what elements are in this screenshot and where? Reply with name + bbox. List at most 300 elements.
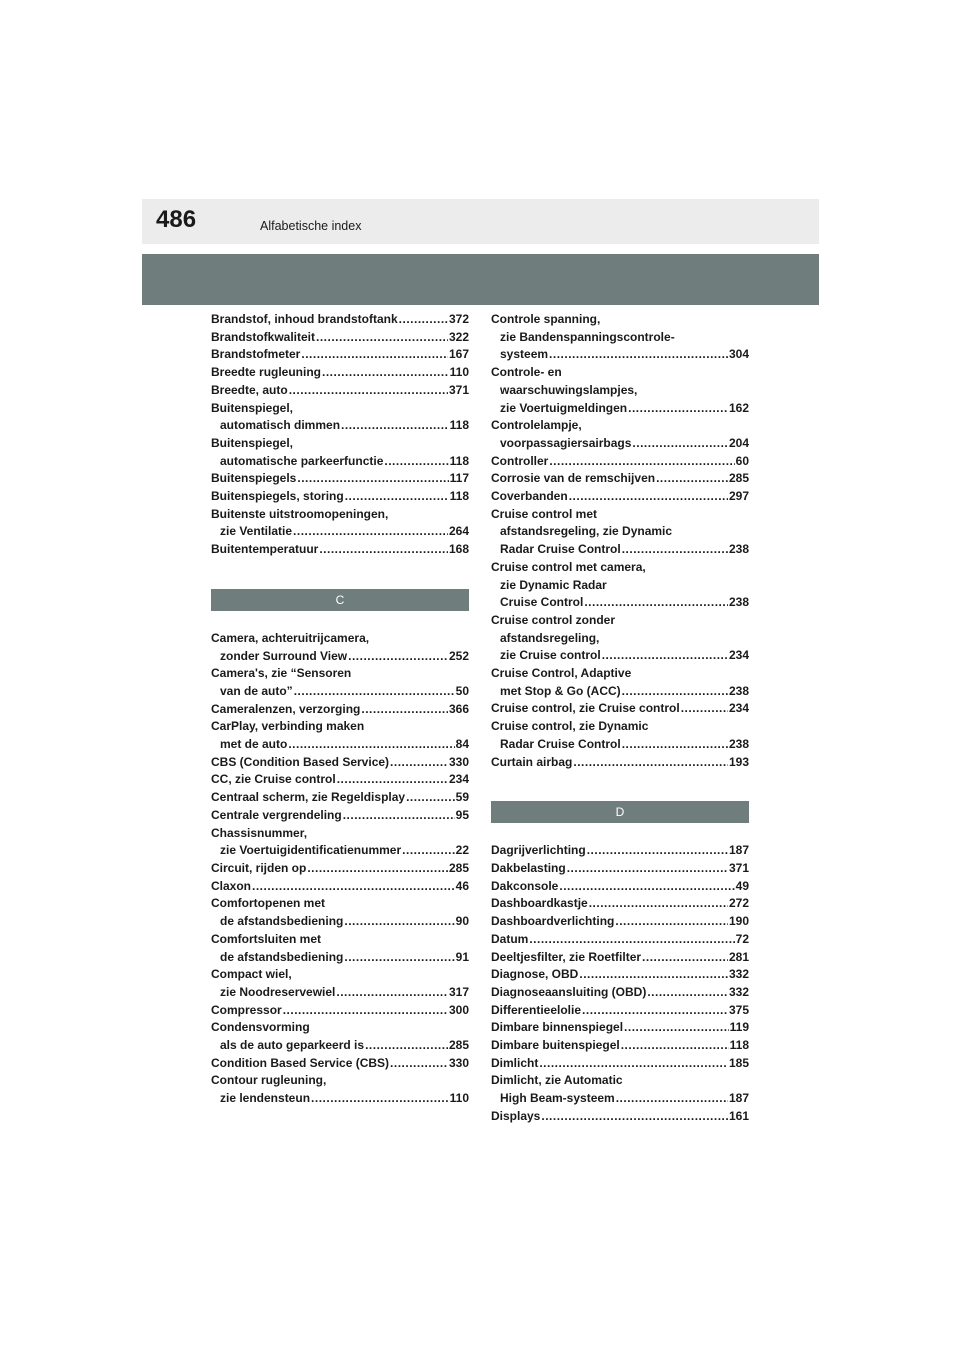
index-entry: [491, 364, 749, 417]
index-entry: [491, 949, 749, 967]
index-term: Brandstofmeter: [211, 347, 301, 362]
index-entry-line: [211, 364, 469, 382]
index-entry: [211, 382, 469, 400]
index-entry: [491, 665, 749, 700]
dot-leader: [283, 1002, 448, 1020]
page-reference: 46: [455, 878, 469, 893]
index-term: Comfortsluiten met: [211, 931, 322, 946]
page-reference: 204: [728, 435, 749, 450]
index-entry-line: [491, 594, 749, 612]
index-entry-line: [491, 630, 749, 648]
page-reference: 119: [729, 1020, 749, 1035]
index-term: Cameralenzen, verzorging: [211, 701, 361, 716]
dot-leader: [252, 878, 455, 896]
index-entry: [491, 718, 749, 753]
index-term: Cruise Control, Adaptive: [491, 666, 632, 681]
index-term: zie Dynamic Radar: [500, 577, 607, 592]
index-entry: [211, 311, 469, 329]
index-entry: [211, 400, 469, 435]
index-entry-line: [211, 630, 469, 648]
dot-leader: [348, 648, 448, 666]
dot-leader: [584, 594, 728, 612]
index-entry: [491, 417, 749, 452]
index-entry: [491, 860, 749, 878]
index-entry: [211, 789, 469, 807]
index-term: voorpassagiersairbags: [500, 435, 632, 450]
dot-leader: [549, 453, 734, 471]
title-band: [142, 254, 819, 305]
index-term: Brandstof, inhoud brandstoftank: [211, 312, 398, 326]
index-entry-line: [211, 931, 469, 949]
index-entry: [211, 860, 469, 878]
index-entry-line: [211, 400, 469, 418]
index-entry-line: [211, 771, 469, 789]
dot-leader: [622, 736, 728, 754]
index-term: Radar Cruise Control: [500, 736, 621, 751]
dot-leader: [529, 931, 734, 949]
index-term: Centrale vergrendeling: [211, 807, 342, 822]
dot-leader: [319, 541, 448, 559]
page-reference: 281: [728, 949, 749, 964]
index-term: Buitentemperatuur: [211, 542, 319, 557]
index-entry-line: [491, 488, 749, 506]
index-entry-line: [491, 470, 749, 488]
index-term: zie Voertuigidentificatienummer: [220, 843, 402, 858]
index-entry-line: [211, 470, 469, 488]
index-term: Displays: [491, 1108, 541, 1123]
page-reference: 49: [735, 878, 749, 893]
index-entry-line: [491, 683, 749, 701]
index-entry-line: [491, 718, 749, 736]
index-term: Cruise control zonder: [491, 612, 616, 627]
index-term: Diagnoseaansluiting (OBD): [491, 984, 647, 999]
index-entry-line: [491, 329, 749, 347]
index-entry-line: [211, 523, 469, 541]
index-term: Corrosie van de remschijven: [491, 471, 656, 486]
index-entry-line: [491, 612, 749, 630]
page-reference: 285: [448, 1038, 469, 1053]
index-entry: [211, 435, 469, 470]
index-entry-line: [211, 665, 469, 683]
page-reference: 238: [728, 542, 749, 557]
index-term: Radar Cruise Control: [500, 542, 621, 557]
index-entry-line: [211, 435, 469, 453]
index-entry: [211, 1072, 469, 1107]
index-entry-line: [211, 648, 469, 666]
index-entry-line: [491, 700, 749, 718]
index-term: zie Noodreservewiel: [220, 984, 336, 999]
index-term: Dimlicht: [491, 1055, 539, 1070]
page-reference: 330: [448, 754, 469, 769]
index-entry: [491, 895, 749, 913]
dot-leader: [632, 435, 728, 453]
index-term: Buitenspiegels, storing: [211, 489, 344, 504]
index-term: CC, zie Cruise control: [211, 772, 336, 787]
dot-leader: [549, 346, 728, 364]
index-entry: [211, 1002, 469, 1020]
index-entry-line: [491, 966, 749, 984]
page-reference: 167: [448, 347, 469, 362]
dot-leader: [642, 949, 728, 967]
page-reference: 300: [448, 1002, 469, 1017]
index-entry: [491, 506, 749, 559]
index-term: CBS (Condition Based Service): [211, 754, 390, 769]
index-term: zie lendensteun: [220, 1091, 311, 1106]
index-entry: [211, 665, 469, 700]
index-entry: [211, 931, 469, 966]
index-term: afstandsregeling, zie Dynamic: [500, 524, 673, 539]
dot-leader: [288, 736, 454, 754]
page-reference: 317: [448, 984, 469, 999]
dot-leader: [647, 984, 728, 1002]
dot-leader: [399, 311, 448, 329]
page-reference: 117: [449, 471, 469, 486]
dot-leader: [341, 417, 449, 435]
dot-leader: [390, 754, 448, 772]
index-entry: [491, 878, 749, 896]
page-reference: 375: [728, 1002, 749, 1017]
index-entry: [491, 453, 749, 471]
index-entry-line: [491, 931, 749, 949]
index-entry: [491, 913, 749, 931]
dot-leader: [297, 470, 448, 488]
index-term: Cruise control, zie Cruise control: [491, 701, 680, 716]
page-reference: 238: [728, 683, 749, 698]
index-term: Controller: [491, 453, 549, 468]
dot-leader: [589, 895, 728, 913]
index-entry-line: [491, 346, 749, 364]
page-header: [142, 199, 819, 244]
dot-leader: [541, 1108, 728, 1126]
index-entry-line: [491, 878, 749, 896]
index-entry-line: [211, 754, 469, 772]
dot-leader: [336, 984, 448, 1002]
index-entry: [211, 878, 469, 896]
index-entry-line: [491, 523, 749, 541]
index-entry-line: [211, 1090, 469, 1108]
index-entry-line: [491, 400, 749, 418]
dot-leader: [293, 523, 448, 541]
page-reference: 168: [448, 542, 469, 557]
page-reference: 322: [448, 329, 469, 344]
index-entry: [491, 1002, 749, 1020]
index-entry-line: [211, 453, 469, 471]
index-entry: [211, 488, 469, 506]
page-reference: 371: [448, 382, 469, 397]
page-reference: 185: [728, 1055, 749, 1070]
page-reference: 50: [455, 683, 469, 698]
index-entry-line: [211, 346, 469, 364]
page-reference: 72: [735, 931, 749, 946]
entry-list-b: [211, 311, 469, 559]
index-entry-line: [491, 417, 749, 435]
index-term: Curtain airbag: [491, 754, 573, 769]
index-entry-line: [211, 1072, 469, 1090]
index-entry-line: [491, 665, 749, 683]
index-entry: [491, 966, 749, 984]
page-reference: 330: [448, 1055, 469, 1070]
index-term: Buitenste uitstroomopeningen,: [211, 506, 389, 521]
index-entry: [491, 842, 749, 860]
page-reference: 190: [728, 914, 749, 929]
page-reference: 91: [455, 949, 469, 964]
page-reference: 304: [728, 347, 749, 362]
index-entry-line: [211, 718, 469, 736]
index-term: Deeltjesfilter, zie Roetfilter: [491, 949, 642, 964]
dot-leader: [337, 771, 448, 789]
page-reference: 162: [728, 400, 749, 415]
page-reference: 118: [449, 418, 469, 433]
index-term: Dimbare buitenspiegel: [491, 1038, 620, 1053]
index-term: met de auto: [220, 737, 288, 752]
letter-heading-c: C: [211, 589, 469, 611]
page-reference: 332: [728, 967, 749, 982]
index-entry: [211, 701, 469, 719]
index-entry-line: [491, 577, 749, 595]
index-entry-line: [211, 1055, 469, 1073]
index-entry-line: [491, 382, 749, 400]
index-term: zie Cruise control: [500, 648, 601, 663]
index-term: Diagnose, OBD: [491, 967, 579, 982]
dot-leader: [289, 382, 448, 400]
page-number: 486: [156, 206, 197, 233]
dot-leader: [344, 913, 454, 931]
dot-leader: [628, 400, 728, 418]
index-term: Camera, achteruitrijcamera,: [211, 630, 370, 645]
index-entry-line: [491, 1055, 749, 1073]
index-entry-line: [491, 364, 749, 382]
page-reference: 187: [728, 1091, 749, 1106]
dot-leader: [365, 1037, 448, 1055]
index-entry: [491, 1072, 749, 1107]
index-term: de afstandsbediening: [220, 949, 344, 964]
index-entry: [211, 630, 469, 665]
index-entry-line: [491, 860, 749, 878]
index-entry-line: [211, 382, 469, 400]
index-entry: [211, 771, 469, 789]
index-entry-line: [491, 1002, 749, 1020]
index-entry-line: [211, 949, 469, 967]
dot-leader: [656, 470, 728, 488]
index-entry-line: [211, 842, 469, 860]
index-entry: [211, 754, 469, 772]
index-term: Breedte rugleuning: [211, 365, 322, 380]
index-term: van de auto”: [220, 683, 293, 698]
dot-leader: [615, 913, 728, 931]
dot-leader: [344, 949, 454, 967]
index-entry-line: [491, 647, 749, 665]
index-term: automatisch dimmen: [220, 418, 341, 433]
index-term: zie Ventilatie: [220, 524, 293, 539]
index-entry-line: [491, 842, 749, 860]
index-term: Contour rugleuning,: [211, 1073, 327, 1088]
index-entry-line: [211, 1037, 469, 1055]
index-term: Compact wiel,: [211, 967, 292, 982]
index-term: als de auto geparkeerd is: [220, 1038, 365, 1053]
index-term: Camera's, zie “Sensoren: [211, 666, 352, 681]
index-entry: [491, 984, 749, 1002]
index-entry-line: [491, 895, 749, 913]
index-entry: [491, 311, 749, 364]
index-term: Dashboardverlichting: [491, 914, 615, 929]
index-entry-line: [211, 860, 469, 878]
dot-leader: [587, 842, 728, 860]
index-entry: [211, 825, 469, 860]
index-entry-line: [491, 559, 749, 577]
index-term: Cruise control met: [491, 506, 598, 521]
index-entry: [211, 364, 469, 382]
index-term: Dimlicht, zie Automatic: [491, 1073, 623, 1088]
dot-leader: [573, 754, 728, 772]
index-term: Differentieelolie: [491, 1002, 582, 1017]
index-entry-line: [491, 984, 749, 1002]
index-entry: [491, 612, 749, 665]
dot-leader: [322, 364, 449, 382]
dot-leader: [622, 541, 728, 559]
index-entry-line: [211, 1019, 469, 1037]
index-term: Chassisnummer,: [211, 825, 308, 840]
index-column-left: [211, 311, 469, 1108]
page-reference: 118: [729, 1038, 749, 1053]
index-entry: [491, 1055, 749, 1073]
entry-list-c: [211, 630, 469, 1108]
index-term: Condition Based Service (CBS): [211, 1055, 390, 1070]
page-reference: 285: [448, 860, 469, 875]
index-entry-line: [211, 736, 469, 754]
entry-list-c-continued: [491, 311, 749, 771]
index-term: met Stop & Go (ACC): [500, 683, 621, 698]
dot-leader: [361, 701, 448, 719]
index-entry-line: [211, 683, 469, 701]
page-reference: 264: [448, 524, 469, 539]
index-entry-line: [491, 1090, 749, 1108]
index-entry: [211, 470, 469, 488]
dot-leader: [345, 488, 449, 506]
index-term: automatische parkeerfunctie: [220, 453, 384, 468]
entry-list-d: [491, 842, 749, 1125]
index-term: zonder Surround View: [220, 648, 348, 663]
page-reference: 59: [455, 790, 469, 805]
index-entry-line: [211, 966, 469, 984]
index-term: Coverbanden: [491, 489, 568, 504]
page-reference: 285: [728, 471, 749, 486]
index-entry-line: [211, 541, 469, 559]
page-reference: 110: [449, 1091, 469, 1106]
page-reference: 234: [728, 701, 749, 716]
index-entry: [211, 506, 469, 541]
dot-leader: [384, 453, 448, 471]
dot-leader: [569, 488, 728, 506]
index-term: de afstandsbediening: [220, 914, 344, 929]
index-entry-line: [211, 311, 469, 329]
index-term: Dakconsole: [491, 878, 559, 893]
index-entry: [211, 329, 469, 347]
page-reference: 366: [448, 701, 469, 716]
index-entry-line: [211, 417, 469, 435]
index-term: Circuit, rijden op: [211, 860, 307, 875]
page-reference: 187: [728, 843, 749, 858]
index-entry-line: [211, 825, 469, 843]
index-entry-line: [211, 984, 469, 1002]
dot-leader: [316, 329, 448, 347]
index-entry-line: [491, 435, 749, 453]
dot-leader: [602, 647, 728, 665]
dot-leader: [402, 842, 454, 860]
index-term: Datum: [491, 931, 529, 946]
index-entry-line: [491, 754, 749, 772]
dot-leader: [406, 789, 455, 807]
page-reference: 95: [455, 807, 469, 822]
index-entry: [491, 1108, 749, 1126]
index-entry: [491, 754, 749, 772]
index-entry: [491, 559, 749, 612]
page-reference: 90: [455, 914, 469, 929]
index-term: zie Bandenspanningscontrole-: [500, 329, 675, 344]
dot-leader: [307, 860, 448, 878]
index-entry-line: [491, 913, 749, 931]
page-reference: 60: [735, 453, 749, 468]
index-entry-line: [211, 329, 469, 347]
page-reference: 84: [455, 737, 469, 752]
index-entry-line: [211, 789, 469, 807]
dot-leader: [301, 346, 448, 364]
index-entry: [491, 1019, 749, 1037]
index-term: Dakbelasting: [491, 860, 566, 875]
index-entry-line: [491, 506, 749, 524]
index-term: Condensvorming: [211, 1020, 310, 1035]
page-reference: 110: [449, 365, 469, 380]
page-reference: 161: [728, 1108, 749, 1123]
index-term: Dagrijverlichting: [491, 843, 586, 858]
index-term: Controle spanning,: [491, 312, 601, 326]
dot-leader: [311, 1090, 449, 1108]
index-entry: [211, 718, 469, 753]
page-reference: 252: [448, 648, 469, 663]
index-term: Controle- en: [491, 365, 562, 380]
index-entry: [211, 541, 469, 559]
index-entry-line: [211, 506, 469, 524]
index-term: Brandstofkwaliteit: [211, 329, 316, 344]
index-term: waarschuwingslampjes,: [500, 382, 638, 397]
index-entry-line: [491, 1108, 749, 1126]
dot-leader: [539, 1055, 728, 1073]
page-reference: 193: [728, 754, 749, 769]
index-term: Centraal scherm, zie Regeldisplay: [211, 790, 406, 805]
page-reference: 238: [728, 595, 749, 610]
dot-leader: [622, 683, 728, 701]
index-term: Cruise control, zie Dynamic: [491, 719, 649, 734]
dot-leader: [390, 1055, 448, 1073]
index-entry-line: [491, 1037, 749, 1055]
index-entry: [491, 700, 749, 718]
page-reference: 332: [728, 984, 749, 999]
index-term: afstandsregeling,: [500, 630, 600, 645]
index-entry: [211, 346, 469, 364]
page-reference: 371: [728, 860, 749, 875]
index-term: Buitenspiegel,: [211, 435, 294, 450]
dot-leader: [582, 1002, 728, 1020]
index-entry: [491, 488, 749, 506]
letter-heading-d: D: [491, 801, 749, 823]
index-entry-line: [491, 1019, 749, 1037]
index-term: systeem: [500, 347, 549, 362]
index-term: Dimbare binnenspiegel: [491, 1020, 624, 1035]
index-entry: [211, 895, 469, 930]
index-entry-line: [211, 878, 469, 896]
index-entry-line: [211, 488, 469, 506]
page-reference: 118: [449, 453, 469, 468]
dot-leader: [621, 1037, 729, 1055]
